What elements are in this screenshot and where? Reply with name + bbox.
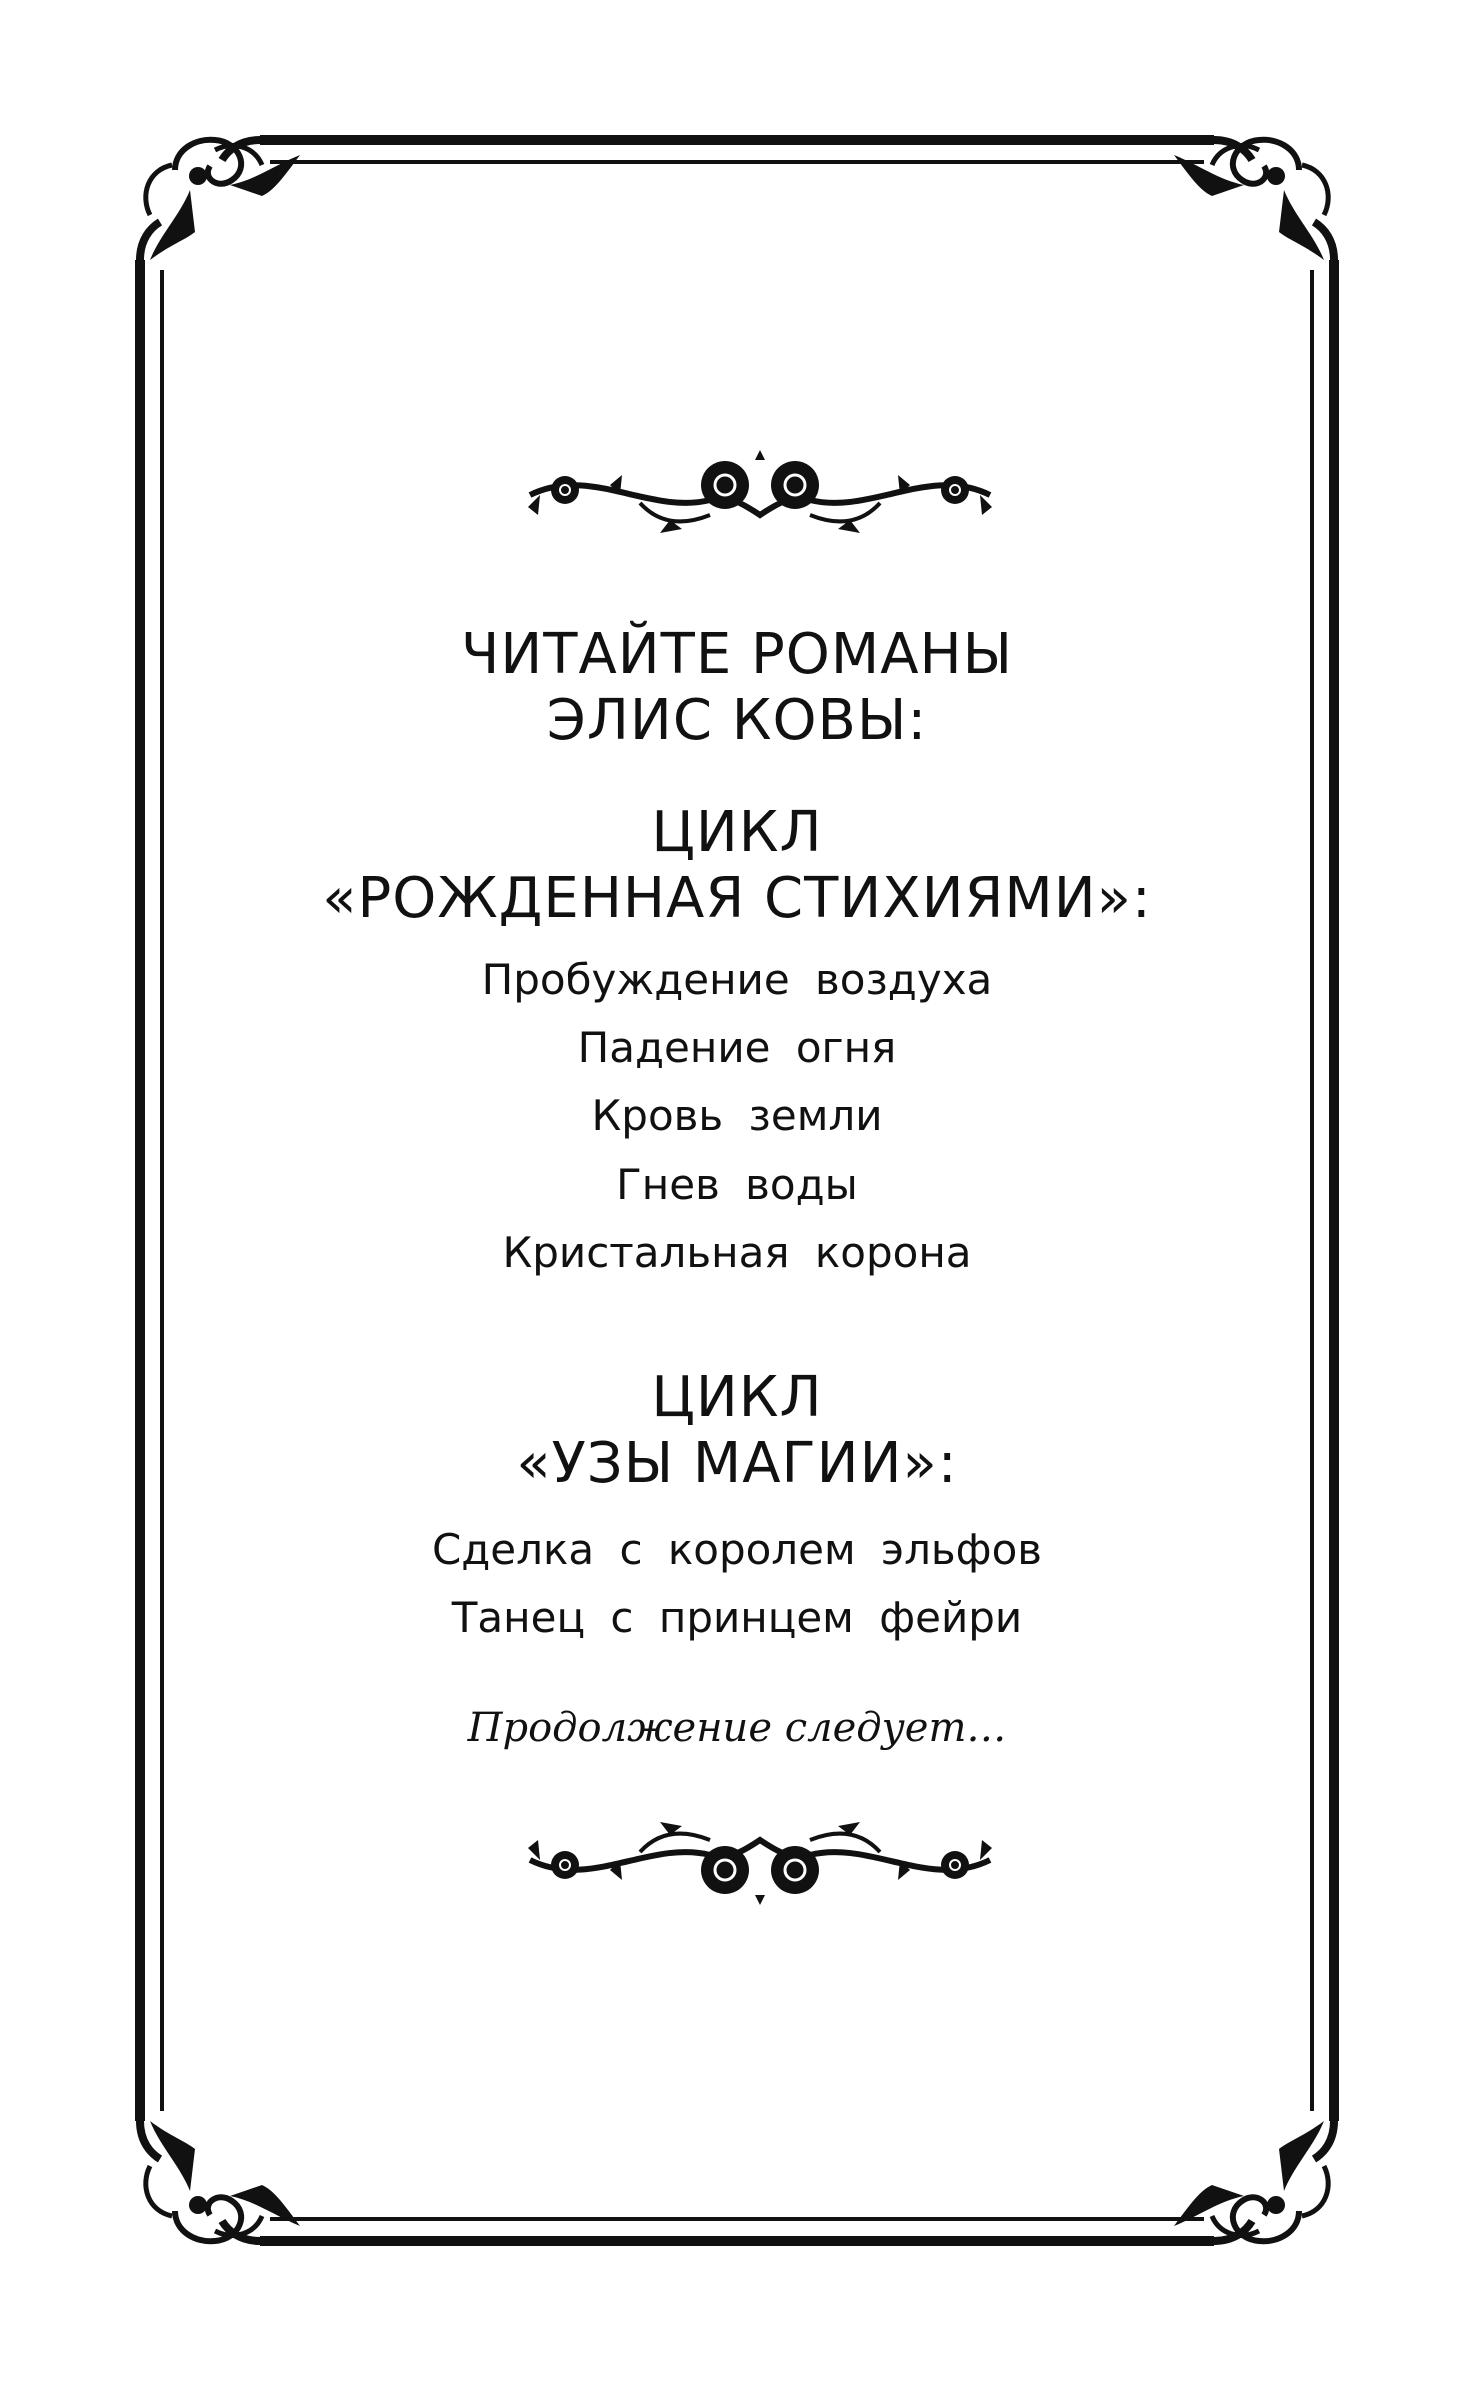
series-1-book-4: Гнев воды bbox=[616, 1160, 858, 1209]
heading-line-2: ЭЛИС КОВЫ: bbox=[546, 688, 928, 753]
series-1-book-3: Кровь земли bbox=[591, 1091, 883, 1140]
series-2-book-1: Сделка с королем эльфов bbox=[431, 1525, 1043, 1574]
heading-line-1: ЧИТАЙТЕ РОМАНЫ bbox=[460, 622, 1014, 687]
series-2-title-line-1: ЦИКЛ bbox=[651, 1365, 823, 1430]
series-1-title-line-1: ЦИКЛ bbox=[651, 800, 823, 865]
series-1-book-5: Кристальная корона bbox=[502, 1228, 972, 1277]
series-1-book-2: Падение огня bbox=[577, 1023, 897, 1072]
rose-vine-ornament-bottom-icon bbox=[510, 1815, 1010, 1910]
rose-vine-ornament-top-icon bbox=[510, 445, 1010, 540]
series-2-title-line-2: «УЗЫ МАГИИ»: bbox=[516, 1431, 958, 1496]
series-2-book-2: Танец с принцем фейри bbox=[451, 1593, 1023, 1642]
series-1-title-line-2: «РОЖДЕННАЯ СТИХИЯМИ»: bbox=[322, 866, 1152, 931]
continuation-note: Продолжение следует… bbox=[467, 1705, 1007, 1751]
series-1-book-1: Пробуждение воздуха bbox=[481, 955, 993, 1004]
